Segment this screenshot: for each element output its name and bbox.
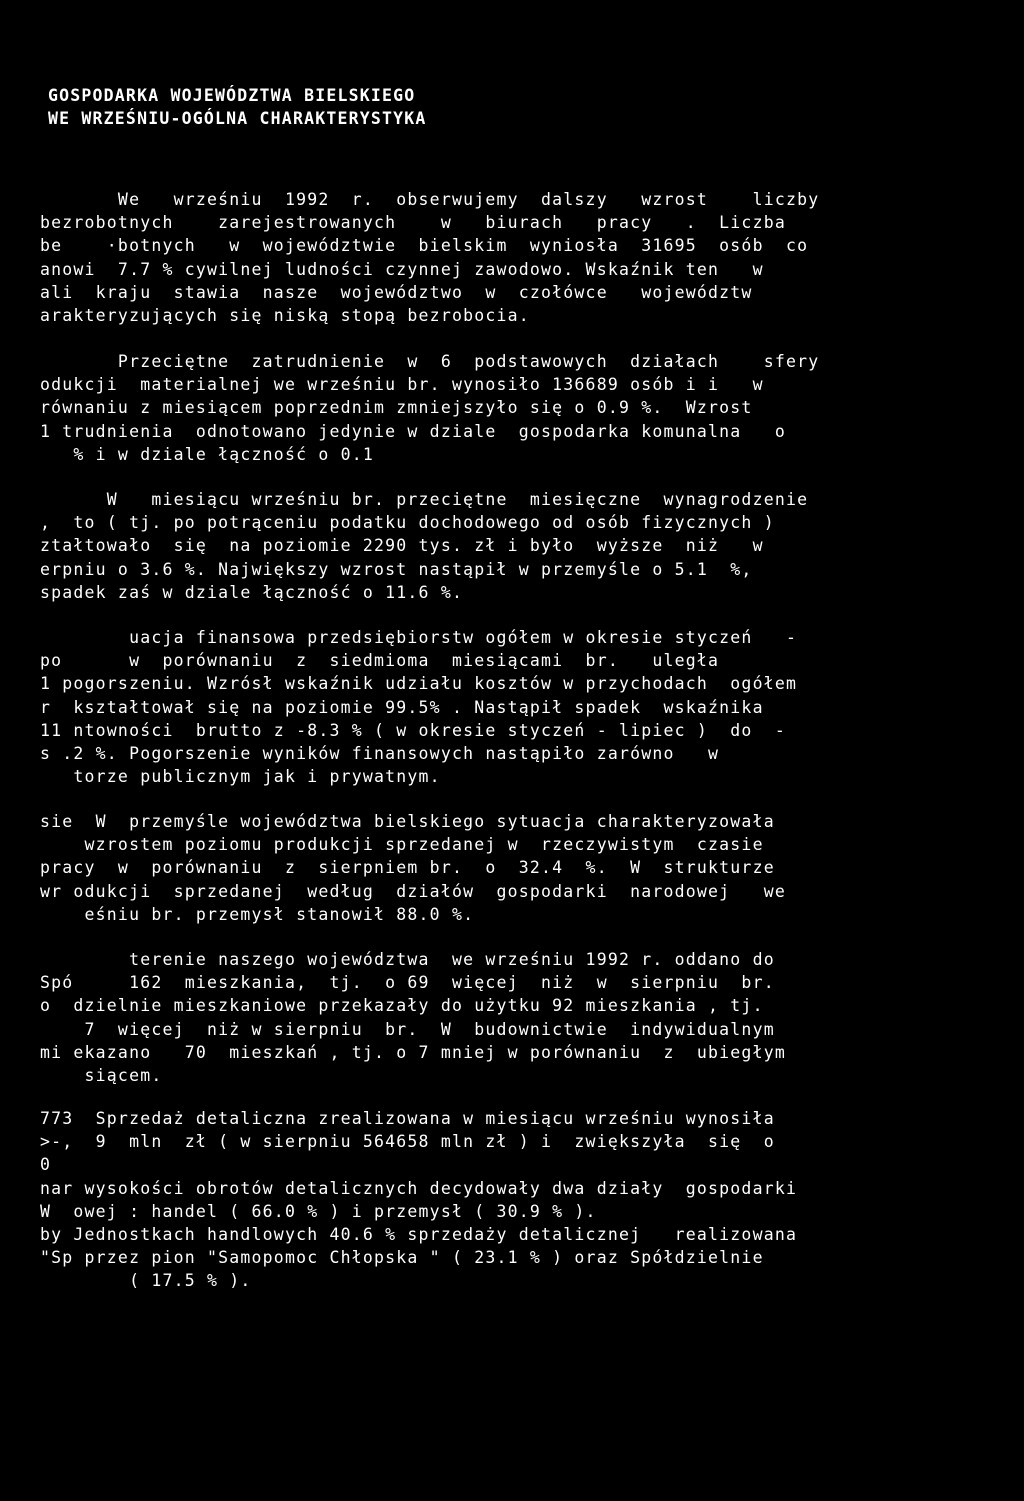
text-line: Przeciętne zatrudnienie w 6 podstawowych działach sfery bbox=[40, 352, 820, 371]
text-line: r kształtował się na poziomie 99.5% . Nastąpił spadek wskaźnika bbox=[40, 697, 764, 717]
text-line: "Sp przez pion "Samopomoc Chłopska " ( 23.1 % ) oraz Spółdzielnie bbox=[40, 1248, 764, 1268]
text-line: mi ekazano 70 mieszkań , tj. o 7 mniej w porównaniu z ubiegłym bbox=[40, 1042, 786, 1062]
text-line: 773 Sprzedaż detaliczna zrealizowana w miesiącu wrześniu wynosiła bbox=[40, 1109, 775, 1128]
paragraph-finances bbox=[40, 626, 960, 788]
paragraph-wages bbox=[40, 488, 960, 604]
text-line: ali kraju stawia nasze województwo w czołówce województw bbox=[40, 282, 753, 302]
text-line: ztałtowało się na poziomie 2290 tys. zł i było wyższe niż w bbox=[40, 536, 764, 556]
text-line: po w porównaniu z siedmioma miesiącami br. uległa bbox=[40, 651, 720, 671]
text-line: 1 trudnienia odnotowano jedynie w dziale gospodarka komunalna o bbox=[40, 421, 786, 441]
text-line: eśniu br. przemysł stanowił 88.0 %. bbox=[40, 904, 475, 924]
text-line: terenie naszego województwa we wrześniu 1992 r. oddano do bbox=[40, 950, 775, 969]
text-line: erpniu o 3.6 %. Największy wzrost nastąpił w przemyśle o 5.1 %, bbox=[40, 559, 753, 579]
text-line: We wrześniu 1992 r. obserwujemy dalszy wzrost liczby bbox=[40, 190, 820, 209]
text-line: siącem. bbox=[40, 1066, 163, 1086]
title-line: WE WRZEŚNIU-OGÓLNA CHARAKTERYSTYKA bbox=[48, 109, 427, 129]
text-line: be ·botnych w województwie bielskim wyniosła 31695 osób co bbox=[40, 236, 809, 256]
text-line: anowi 7.7 % cywilnej ludności czynnej zawodowo. Wskaźnik ten w bbox=[40, 259, 764, 279]
document-title bbox=[48, 84, 968, 130]
text-line: 0 bbox=[40, 1155, 52, 1175]
text-line: wzrostem poziomu produkcji sprzedanej w rzeczywistym czasie bbox=[40, 835, 764, 855]
text-line: s .2 %. Pogorszenie wyników finansowych nastąpiło zarówno w bbox=[40, 744, 720, 764]
text-line: ( 17.5 % ). bbox=[40, 1271, 252, 1291]
text-line: 7 więcej niż w sierpniu br. W budownictwie indywidualnym bbox=[40, 1019, 775, 1039]
paragraph-employment bbox=[40, 350, 960, 466]
text-line: 11 ntowności brutto z -8.3 % ( w okresie styczeń - lipiec ) do - bbox=[40, 720, 786, 740]
text-line: bezrobotnych zarejestrowanych w biurach pracy . Liczba bbox=[40, 213, 786, 233]
text-line: torze publicznym jak i prywatnym. bbox=[40, 767, 441, 787]
text-line: odukcji materialnej we wrześniu br. wynosiło 136689 osób i i w bbox=[40, 375, 764, 395]
text-line: nar wysokości obrotów detalicznych decydowały dwa działy gospodarki bbox=[40, 1178, 798, 1198]
paragraph-unemployment bbox=[40, 188, 960, 327]
text-line: % i w dziale łączność o 0.1 bbox=[40, 444, 375, 464]
title-line: GOSPODARKA WOJEWÓDZTWA BIELSKIEGO bbox=[48, 86, 416, 105]
text-line: arakteryzujących się niską stopą bezrobocia. bbox=[40, 306, 530, 326]
text-line: sie W przemyśle województwa bielskiego sytuacja charakteryzowała bbox=[40, 812, 775, 831]
paragraph-retail bbox=[40, 1107, 960, 1293]
text-line: o dzielnie mieszkaniowe przekazały do użytku 92 mieszkania , tj. bbox=[40, 996, 764, 1016]
text-line: >-, 9 mln zł ( w sierpniu 564658 mln zł ) i zwiększyła się o bbox=[40, 1132, 775, 1152]
paragraph-industry bbox=[40, 810, 960, 926]
text-line: by Jednostkach handlowych 40.6 % sprzedaży detalicznej realizowana bbox=[40, 1225, 798, 1245]
text-line: W owej : handel ( 66.0 % ) i przemysł ( 30.9 % ). bbox=[40, 1201, 597, 1221]
text-line: Spó 162 mieszkania, tj. o 69 więcej niż w sierpniu br. bbox=[40, 973, 775, 993]
text-line: uacja finansowa przedsiębiorstw ogółem w okresie styczeń - bbox=[40, 628, 798, 647]
text-line: W miesiącu wrześniu br. przeciętne miesięczne wynagrodzenie bbox=[40, 490, 809, 509]
paragraph-housing bbox=[40, 948, 960, 1087]
text-line: wr odukcji sprzedanej według działów gospodarki narodowej we bbox=[40, 881, 786, 901]
text-line: równaniu z miesiącem poprzednim zmniejszyło się o 0.9 %. Wzrost bbox=[40, 398, 753, 418]
text-line: pracy w porównaniu z sierpniem br. o 32.4 %. W strukturze bbox=[40, 858, 775, 878]
text-line: , to ( tj. po potrąceniu podatku dochodowego od osób fizycznych ) bbox=[40, 513, 775, 533]
text-line: 1 pogorszeniu. Wzrósł wskaźnik udziału kosztów w przychodach ogółem bbox=[40, 674, 798, 694]
text-line: spadek zaś w dziale łączność o 11.6 %. bbox=[40, 582, 464, 602]
